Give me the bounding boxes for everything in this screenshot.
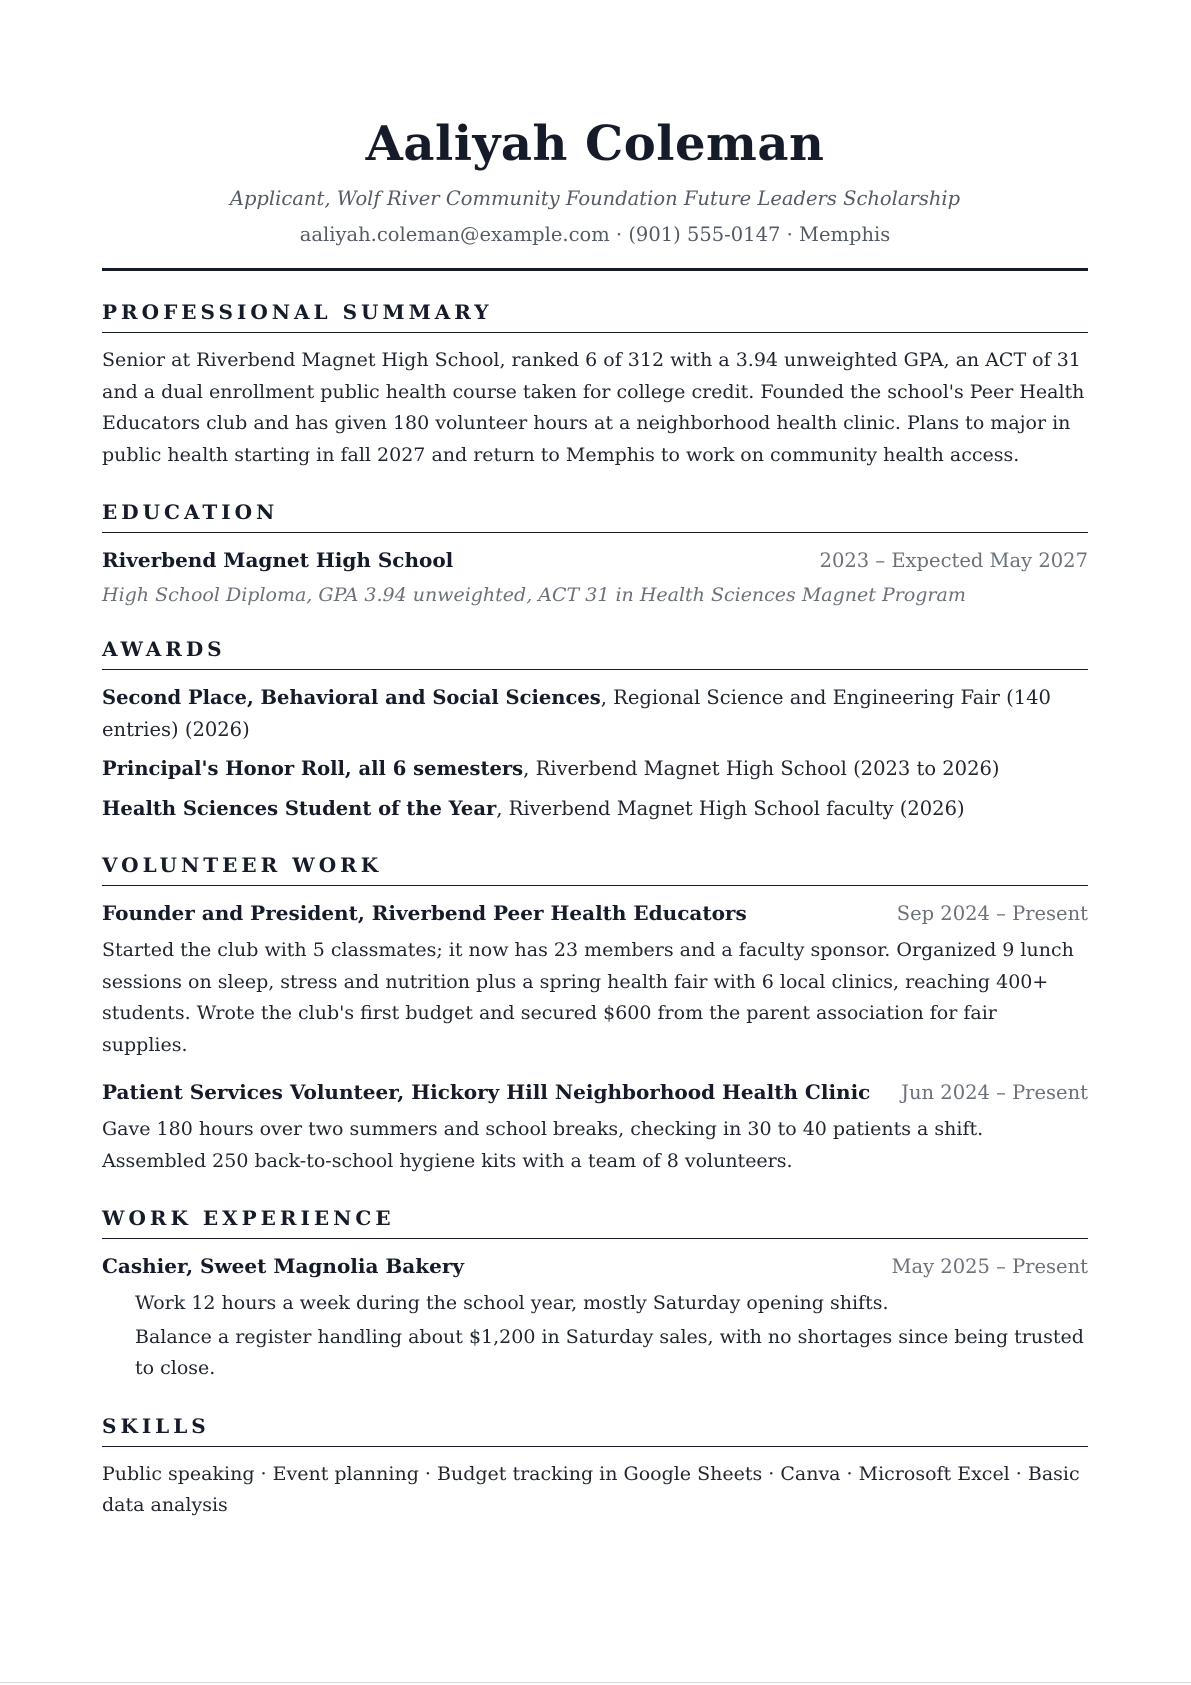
work-role: Cashier, Sweet Magnolia Bakery <box>102 1254 465 1278</box>
volunteer-heading: VOLUNTEER WORK <box>102 852 1088 886</box>
work-dates: May 2025 – Present <box>891 1255 1088 1278</box>
volunteer-dates: Jun 2024 – Present <box>901 1081 1088 1104</box>
award-name: Principal's Honor Roll, all 6 semesters <box>102 757 524 780</box>
awards-heading: AWARDS <box>102 636 1088 670</box>
skills-heading: SKILLS <box>102 1413 1088 1447</box>
work-bullet-list <box>102 1288 1088 1385</box>
skills-section <box>102 1413 1088 1522</box>
award-detail: , Riverbend Magnet High School faculty (2026) <box>496 796 965 820</box>
award-name: Second Place, Behavioral and Social Sciences <box>102 686 601 709</box>
award-item <box>102 753 1088 785</box>
work-bullet: Work 12 hours a week during the school year, mostly Saturday opening shifts. <box>135 1292 889 1314</box>
volunteer-entry-header <box>102 1077 1088 1108</box>
award-name: Health Sciences Student of the Year <box>102 796 497 820</box>
award-item <box>102 682 1088 745</box>
summary-text: Senior at Riverbend Magnet High School, ranked 6 of 312 with a 3.94 unweighted GPA, an ACT of 31 and a dual enrollment public health course taken for college credit. Founded the school's Peer Health Educators club and has given 180 volunteer hours at a neighborhood health clinic. Plans to major in public health starting in fall 2027 and return to Memphis to work on community health access. <box>102 349 1085 466</box>
award-detail: , Riverbend Magnet High School (2023 to 2026) <box>523 757 1000 780</box>
volunteer-role: Patient Services Volunteer, Hickory Hill Neighborhood Health Clinic <box>102 1080 871 1104</box>
volunteer-description: Gave 180 hours over two summers and school breaks, checking in 30 to 40 patients a shift. Assembled 250 back-to-school hygiene kits with a team of 8 volunteers. <box>102 1118 984 1172</box>
summary-heading: PROFESSIONAL SUMMARY <box>102 299 1088 333</box>
work-entry-header <box>102 1251 1088 1282</box>
volunteer-role: Founder and President, Riverbend Peer Health Educators <box>102 901 747 925</box>
volunteer-entry <box>102 1077 1088 1177</box>
resume-page <box>102 0 1088 1522</box>
education-dates: 2023 – Expected May 2027 <box>819 549 1088 572</box>
contact-line: aaliyah.coleman@example.com · (901) 555-0147 · Memphis <box>299 223 891 246</box>
award-item <box>102 793 1088 825</box>
volunteer-dates: Sep 2024 – Present <box>896 902 1088 925</box>
award-detail: , Regional Science and Engineering Fair (140 entries) (2026) <box>102 686 1051 741</box>
awards-section <box>102 636 1088 824</box>
work-section <box>102 1205 1088 1385</box>
summary-section <box>102 299 1088 471</box>
candidate-subtitle: Applicant, Wolf River Community Foundation Future Leaders Scholarship <box>229 187 961 210</box>
work-bullet: Balance a register handling about $1,200 in Saturday sales, with no shortages since being trusted to close. <box>135 1325 1084 1379</box>
volunteer-entry <box>102 898 1088 1061</box>
header-divider <box>102 268 1088 271</box>
education-entry-header <box>102 545 1088 576</box>
page-bottom-edge <box>0 1682 1191 1683</box>
volunteer-description: Started the club with 5 classmates; it now has 23 members and a faculty sponsor. Organized 9 lunch sessions on sleep, stress and nutrition plus a spring health fair with 6 local clinics, reaching 400+ students. Wrote the club's first budget and secured $600 from the parent association for fair supplies. <box>102 939 1074 1056</box>
education-heading: EDUCATION <box>102 499 1088 533</box>
resume-header <box>102 0 1088 271</box>
education-section <box>102 499 1088 608</box>
school-name: Riverbend Magnet High School <box>102 548 454 572</box>
education-detail: High School Diploma, GPA 3.94 unweighted, ACT 31 in Health Sciences Magnet Program <box>102 584 966 606</box>
skills-text: Public speaking · Event planning · Budget tracking in Google Sheets · Canva · Microsoft Excel · Basic data analysis <box>102 1462 1080 1516</box>
candidate-name: Aaliyah Coleman <box>365 116 825 172</box>
work-heading: WORK EXPERIENCE <box>102 1205 1088 1239</box>
volunteer-entry-header <box>102 898 1088 929</box>
volunteer-section <box>102 852 1088 1177</box>
